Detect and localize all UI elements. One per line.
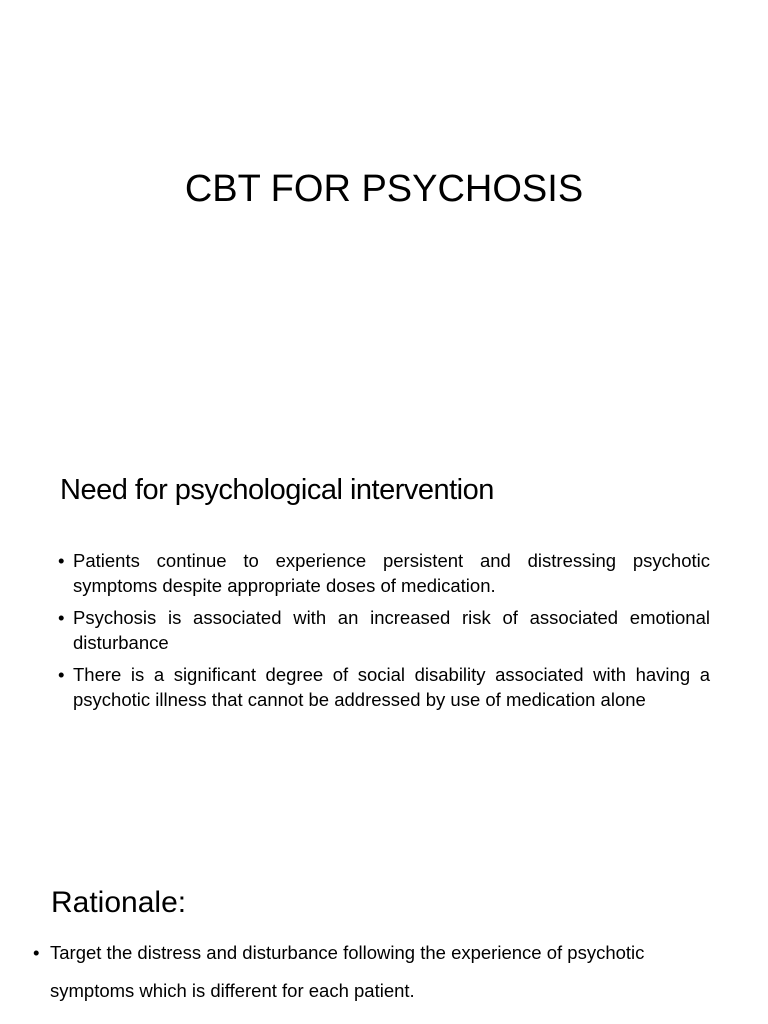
bullet-icon: • xyxy=(58,550,65,571)
list-item xyxy=(58,662,710,712)
list-item xyxy=(33,934,733,1010)
slide-title xyxy=(0,0,768,432)
list-item xyxy=(58,605,710,655)
bullet-text: There is a significant degree of social disability associated with having a psychotic illness that cannot be addressed by use of medication alone xyxy=(73,664,710,710)
bullet-icon: • xyxy=(58,664,65,685)
bullet-list xyxy=(58,548,710,719)
list-item xyxy=(58,548,710,598)
bullet-text: Psychosis is associated with an increased risk of associated emotional disturbance xyxy=(73,607,710,653)
bullet-text: Patients continue to experience persistent and distressing psychotic symptoms despite appropriate doses of medication. xyxy=(73,550,710,596)
bullet-text: Target the distress and disturbance following the experience of psychotic symptoms which is different for each patient. xyxy=(50,942,645,1001)
slide-need-for-intervention xyxy=(0,432,768,864)
bullet-icon: • xyxy=(58,607,65,628)
slide-rationale xyxy=(0,864,768,1024)
bullet-icon: • xyxy=(33,942,40,963)
slide-heading: Rationale: xyxy=(51,886,187,919)
slide-heading: Need for psychological intervention xyxy=(60,474,494,506)
bullet-list xyxy=(33,934,733,1010)
presentation-title: CBT FOR PSYCHOSIS xyxy=(184,168,584,210)
